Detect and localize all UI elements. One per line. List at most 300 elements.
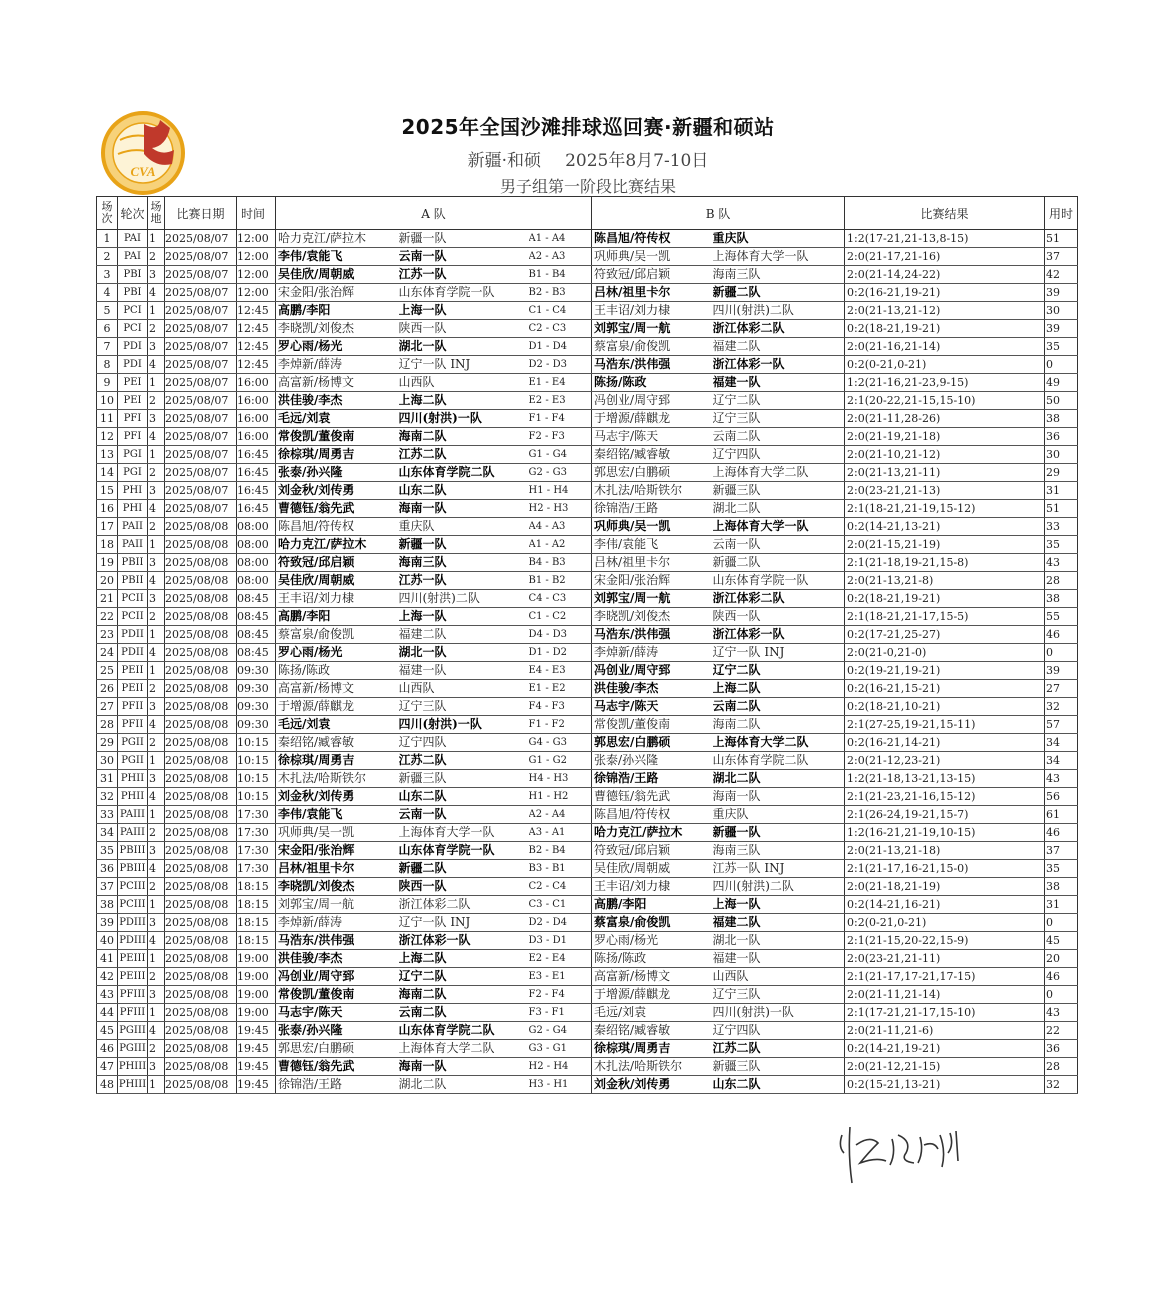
court: 1 bbox=[148, 1004, 165, 1022]
team-a-name: 四川(射洪)二队 bbox=[399, 590, 529, 608]
team-b-players: 李焯新/薛涛 bbox=[592, 644, 713, 662]
team-b-name: 新疆一队 bbox=[713, 824, 845, 842]
duration: 36 bbox=[1045, 428, 1078, 446]
result: 2:0(21-12,23-21) bbox=[845, 752, 1045, 770]
matchup: F1 - F2 bbox=[529, 716, 592, 734]
table-row bbox=[97, 680, 1078, 698]
team-a-players: 哈力克江/萨拉木 bbox=[276, 536, 399, 554]
date: 2025/08/08 bbox=[165, 932, 237, 950]
result: 2:0(21-12,21-15) bbox=[845, 1058, 1045, 1076]
team-a-players: 宋金阳/张治辉 bbox=[276, 284, 399, 302]
team-b-name: 山东二队 bbox=[713, 1076, 845, 1094]
date: 2025/08/07 bbox=[165, 302, 237, 320]
team-b-name: 湖北二队 bbox=[713, 770, 845, 788]
duration: 38 bbox=[1045, 878, 1078, 896]
result: 2:0(21-13,21-11) bbox=[845, 464, 1045, 482]
time: 19:45 bbox=[237, 1040, 276, 1058]
date: 2025/08/07 bbox=[165, 464, 237, 482]
result: 2:1(18-21,21-17,15-5) bbox=[845, 608, 1045, 626]
team-b-name: 上海体育大学一队 bbox=[713, 248, 845, 266]
date: 2025/08/07 bbox=[165, 500, 237, 518]
team-a-name: 福建一队 bbox=[399, 662, 529, 680]
result: 0:2(17-21,25-27) bbox=[845, 626, 1045, 644]
result: 2:0(23-21,21-13) bbox=[845, 482, 1045, 500]
team-b-name: 上海体育大学二队 bbox=[713, 464, 845, 482]
team-b-name: 云南一队 bbox=[713, 536, 845, 554]
result: 0:2(0-21,0-21) bbox=[845, 356, 1045, 374]
match-no: 44 bbox=[97, 1004, 118, 1022]
match-no: 13 bbox=[97, 446, 118, 464]
duration: 46 bbox=[1045, 824, 1078, 842]
team-b-players: 符致冠/邱启颖 bbox=[592, 266, 713, 284]
table-row bbox=[97, 1040, 1078, 1058]
matchup: F1 - F4 bbox=[529, 410, 592, 428]
table-row bbox=[97, 500, 1078, 518]
team-a-name: 山东体育学院二队 bbox=[399, 464, 529, 482]
matchup: H2 - H3 bbox=[529, 500, 592, 518]
result: 0:2(15-21,13-21) bbox=[845, 1076, 1045, 1094]
team-b-players: 吕林/祖里卡尔 bbox=[592, 284, 713, 302]
team-a-players: 冯创业/周守郅 bbox=[276, 968, 399, 986]
table-row bbox=[97, 338, 1078, 356]
round: PFII bbox=[118, 716, 148, 734]
table-row bbox=[97, 788, 1078, 806]
team-b-players: 徐锦浩/王路 bbox=[592, 500, 713, 518]
matchup: E3 - E1 bbox=[529, 968, 592, 986]
team-b-players: 陈扬/陈政 bbox=[592, 950, 713, 968]
matchup: E1 - E4 bbox=[529, 374, 592, 392]
team-b-players: 吴佳欣/周朝威 bbox=[592, 860, 713, 878]
date: 2025/08/08 bbox=[165, 536, 237, 554]
matchup: C4 - C3 bbox=[529, 590, 592, 608]
matchup: F2 - F3 bbox=[529, 428, 592, 446]
team-a-players: 刘金秋/刘传勇 bbox=[276, 482, 399, 500]
result: 2:0(21-11,21-6) bbox=[845, 1022, 1045, 1040]
table-row bbox=[97, 986, 1078, 1004]
round: PBII bbox=[118, 554, 148, 572]
court: 4 bbox=[148, 500, 165, 518]
match-no: 37 bbox=[97, 878, 118, 896]
team-a-players: 陈昌旭/符传权 bbox=[276, 518, 399, 536]
team-b-name: 福建二队 bbox=[713, 914, 845, 932]
table-row bbox=[97, 662, 1078, 680]
table-row bbox=[97, 1058, 1078, 1076]
court: 1 bbox=[148, 662, 165, 680]
court: 1 bbox=[148, 626, 165, 644]
result: 1:2(21-16,21-23,9-15) bbox=[845, 374, 1045, 392]
court: 2 bbox=[148, 518, 165, 536]
team-a-players: 吴佳欣/周朝威 bbox=[276, 572, 399, 590]
matchup: C1 - C2 bbox=[529, 608, 592, 626]
team-b-name: 浙江体彩一队 bbox=[713, 356, 845, 374]
match-no: 7 bbox=[97, 338, 118, 356]
time: 19:00 bbox=[237, 986, 276, 1004]
round: PCII bbox=[118, 590, 148, 608]
match-no: 40 bbox=[97, 932, 118, 950]
team-b-name: 新疆二队 bbox=[713, 284, 845, 302]
match-no: 9 bbox=[97, 374, 118, 392]
time: 12:00 bbox=[237, 284, 276, 302]
round: PGI bbox=[118, 446, 148, 464]
table-row bbox=[97, 806, 1078, 824]
table-row bbox=[97, 356, 1078, 374]
match-no: 34 bbox=[97, 824, 118, 842]
matchup: G2 - G4 bbox=[529, 1022, 592, 1040]
time: 19:00 bbox=[237, 968, 276, 986]
team-a-players: 李焯新/薛涛 bbox=[276, 356, 399, 374]
match-no: 2 bbox=[97, 248, 118, 266]
time: 08:45 bbox=[237, 644, 276, 662]
matchup: F3 - F1 bbox=[529, 1004, 592, 1022]
team-a-players: 吴佳欣/周朝威 bbox=[276, 266, 399, 284]
team-b-players: 于增源/薛麒龙 bbox=[592, 410, 713, 428]
duration: 30 bbox=[1045, 302, 1078, 320]
date: 2025/08/07 bbox=[165, 374, 237, 392]
court: 3 bbox=[148, 338, 165, 356]
duration: 28 bbox=[1045, 1058, 1078, 1076]
date: 2025/08/07 bbox=[165, 338, 237, 356]
duration: 29 bbox=[1045, 464, 1078, 482]
round: PDIII bbox=[118, 932, 148, 950]
time: 09:30 bbox=[237, 716, 276, 734]
result: 0:2(14-21,16-21) bbox=[845, 896, 1045, 914]
result: 2:0(23-21,21-11) bbox=[845, 950, 1045, 968]
team-b-name: 山东体育学院二队 bbox=[713, 752, 845, 770]
date: 2025/08/08 bbox=[165, 518, 237, 536]
round: PFIII bbox=[118, 1004, 148, 1022]
team-a-players: 李焯新/薛涛 bbox=[276, 914, 399, 932]
duration: 42 bbox=[1045, 266, 1078, 284]
duration: 51 bbox=[1045, 500, 1078, 518]
table-header bbox=[97, 197, 1078, 230]
round: PDII bbox=[118, 644, 148, 662]
team-b-name: 辽宁四队 bbox=[713, 1022, 845, 1040]
table-row bbox=[97, 446, 1078, 464]
results-table bbox=[96, 196, 1078, 1094]
date: 2025/08/08 bbox=[165, 788, 237, 806]
team-b-name: 福建二队 bbox=[713, 338, 845, 356]
duration: 30 bbox=[1045, 446, 1078, 464]
matchup: E2 - E4 bbox=[529, 950, 592, 968]
result: 2:0(21-11,21-14) bbox=[845, 986, 1045, 1004]
team-a-players: 李伟/袁能飞 bbox=[276, 248, 399, 266]
match-no: 10 bbox=[97, 392, 118, 410]
date: 2025/08/08 bbox=[165, 950, 237, 968]
team-b-name: 海南一队 bbox=[713, 788, 845, 806]
duration: 56 bbox=[1045, 788, 1078, 806]
team-a-name: 四川(射洪)一队 bbox=[399, 410, 529, 428]
duration: 0 bbox=[1045, 914, 1078, 932]
team-b-players: 哈力克江/萨拉木 bbox=[592, 824, 713, 842]
round: PHII bbox=[118, 770, 148, 788]
table-row bbox=[97, 464, 1078, 482]
team-a-players: 高鹏/李阳 bbox=[276, 608, 399, 626]
team-a-name: 新疆一队 bbox=[399, 230, 529, 248]
matchup: D1 - D2 bbox=[529, 644, 592, 662]
court: 2 bbox=[148, 968, 165, 986]
header-date: 比赛日期 bbox=[165, 197, 237, 230]
team-b-players: 刘郭宝/周一航 bbox=[592, 590, 713, 608]
round: PCI bbox=[118, 302, 148, 320]
team-a-name: 浙江体彩二队 bbox=[399, 896, 529, 914]
time: 10:15 bbox=[237, 734, 276, 752]
team-a-name: 上海二队 bbox=[399, 392, 529, 410]
table-row bbox=[97, 860, 1078, 878]
result: 0:2(14-21,13-21) bbox=[845, 518, 1045, 536]
table-row bbox=[97, 626, 1078, 644]
court: 1 bbox=[148, 752, 165, 770]
team-a-players: 徐棕琪/周勇吉 bbox=[276, 752, 399, 770]
match-no: 38 bbox=[97, 896, 118, 914]
time: 19:45 bbox=[237, 1058, 276, 1076]
team-b-name: 新疆三队 bbox=[713, 1058, 845, 1076]
team-b-name: 四川(射洪)二队 bbox=[713, 302, 845, 320]
matchup: G3 - G1 bbox=[529, 1040, 592, 1058]
matchup: B2 - B3 bbox=[529, 284, 592, 302]
team-a-name: 上海二队 bbox=[399, 950, 529, 968]
court: 3 bbox=[148, 842, 165, 860]
team-a-name: 四川(射洪)一队 bbox=[399, 716, 529, 734]
team-b-players: 陈扬/陈政 bbox=[592, 374, 713, 392]
team-b-players: 巩师典/吴一凯 bbox=[592, 518, 713, 536]
team-a-name: 辽宁四队 bbox=[399, 734, 529, 752]
result: 2:0(21-0,21-0) bbox=[845, 644, 1045, 662]
table-row bbox=[97, 536, 1078, 554]
round: PBI bbox=[118, 266, 148, 284]
matchup: E1 - E2 bbox=[529, 680, 592, 698]
team-a-players: 吕林/祖里卡尔 bbox=[276, 860, 399, 878]
team-a-players: 徐棕琪/周勇吉 bbox=[276, 446, 399, 464]
match-no: 18 bbox=[97, 536, 118, 554]
round: PHIII bbox=[118, 1076, 148, 1094]
match-no: 47 bbox=[97, 1058, 118, 1076]
team-a-name: 江苏二队 bbox=[399, 446, 529, 464]
team-a-players: 宋金阳/张治辉 bbox=[276, 842, 399, 860]
team-a-players: 罗心雨/杨光 bbox=[276, 338, 399, 356]
court: 3 bbox=[148, 554, 165, 572]
duration: 37 bbox=[1045, 842, 1078, 860]
match-no: 25 bbox=[97, 662, 118, 680]
team-b-name: 海南二队 bbox=[713, 716, 845, 734]
team-b-players: 郭思宏/白鹏硕 bbox=[592, 464, 713, 482]
team-a-players: 秦绍铭/臧睿敏 bbox=[276, 734, 399, 752]
duration: 49 bbox=[1045, 374, 1078, 392]
team-a-name: 海南一队 bbox=[399, 1058, 529, 1076]
team-a-players: 张泰/孙兴隆 bbox=[276, 464, 399, 482]
time: 08:45 bbox=[237, 590, 276, 608]
date: 2025/08/07 bbox=[165, 248, 237, 266]
team-b-name: 辽宁四队 bbox=[713, 446, 845, 464]
team-a-players: 洪佳骏/李杰 bbox=[276, 392, 399, 410]
duration: 46 bbox=[1045, 626, 1078, 644]
time: 18:15 bbox=[237, 914, 276, 932]
header-result: 比赛结果 bbox=[845, 197, 1045, 230]
team-b-players: 木扎法/哈斯铁尔 bbox=[592, 482, 713, 500]
result: 2:1(27-25,19-21,15-11) bbox=[845, 716, 1045, 734]
date: 2025/08/07 bbox=[165, 230, 237, 248]
time: 18:15 bbox=[237, 878, 276, 896]
team-a-players: 曹德钰/翁先武 bbox=[276, 500, 399, 518]
round: PEI bbox=[118, 374, 148, 392]
team-b-players: 毛远/刘袁 bbox=[592, 1004, 713, 1022]
matchup: D4 - D3 bbox=[529, 626, 592, 644]
round: PCIII bbox=[118, 896, 148, 914]
time: 18:15 bbox=[237, 932, 276, 950]
team-b-players: 蔡富泉/俞俊凯 bbox=[592, 914, 713, 932]
date: 2025/08/08 bbox=[165, 734, 237, 752]
time: 08:00 bbox=[237, 536, 276, 554]
court: 3 bbox=[148, 266, 165, 284]
team-a-name: 海南三队 bbox=[399, 554, 529, 572]
duration: 22 bbox=[1045, 1022, 1078, 1040]
team-a-players: 王丰诏/刘力棣 bbox=[276, 590, 399, 608]
matchup: H2 - H4 bbox=[529, 1058, 592, 1076]
duration: 34 bbox=[1045, 734, 1078, 752]
time: 16:00 bbox=[237, 374, 276, 392]
team-a-players: 巩师典/吴一凯 bbox=[276, 824, 399, 842]
result: 0:2(18-21,19-21) bbox=[845, 320, 1045, 338]
matchup: B1 - B4 bbox=[529, 266, 592, 284]
matchup: A2 - A3 bbox=[529, 248, 592, 266]
result: 2:0(21-17,21-16) bbox=[845, 248, 1045, 266]
table-row bbox=[97, 896, 1078, 914]
duration: 32 bbox=[1045, 698, 1078, 716]
round: PHI bbox=[118, 482, 148, 500]
court: 2 bbox=[148, 320, 165, 338]
date: 2025/08/07 bbox=[165, 410, 237, 428]
team-a-name: 湖北二队 bbox=[399, 1076, 529, 1094]
team-a-players: 罗心雨/杨光 bbox=[276, 644, 399, 662]
court: 2 bbox=[148, 680, 165, 698]
team-b-players: 王丰诏/刘力棣 bbox=[592, 878, 713, 896]
court: 2 bbox=[148, 608, 165, 626]
team-b-players: 李晓凯/刘俊杰 bbox=[592, 608, 713, 626]
page-title: 2025年全国沙滩排球巡回赛·新疆和硕站 bbox=[401, 115, 775, 139]
matchup: G4 - G3 bbox=[529, 734, 592, 752]
logo-text: CVA bbox=[130, 164, 156, 179]
team-b-players: 马志宇/陈天 bbox=[592, 698, 713, 716]
matchup: E4 - E3 bbox=[529, 662, 592, 680]
referee-signature bbox=[820, 1105, 980, 1195]
court: 1 bbox=[148, 896, 165, 914]
team-a-name: 海南二队 bbox=[399, 428, 529, 446]
result: 2:1(21-18,19-21,15-8) bbox=[845, 554, 1045, 572]
date: 2025/08/08 bbox=[165, 860, 237, 878]
date: 2025/08/08 bbox=[165, 644, 237, 662]
team-a-name: 云南二队 bbox=[399, 1004, 529, 1022]
page-subtitle: 男子组第一阶段比赛结果 bbox=[499, 177, 676, 196]
team-b-players: 于增源/薛麒龙 bbox=[592, 986, 713, 1004]
match-no: 17 bbox=[97, 518, 118, 536]
team-b-players: 符致冠/邱启颖 bbox=[592, 842, 713, 860]
team-b-name: 海南三队 bbox=[713, 842, 845, 860]
team-b-name: 四川(射洪)一队 bbox=[713, 1004, 845, 1022]
table-row bbox=[97, 842, 1078, 860]
table-row bbox=[97, 482, 1078, 500]
team-b-players: 冯创业/周守郅 bbox=[592, 662, 713, 680]
round: PFI bbox=[118, 410, 148, 428]
duration: 34 bbox=[1045, 752, 1078, 770]
match-no: 19 bbox=[97, 554, 118, 572]
result: 2:0(21-13,21-18) bbox=[845, 842, 1045, 860]
date: 2025/08/07 bbox=[165, 446, 237, 464]
team-b-players: 曹德钰/翁先武 bbox=[592, 788, 713, 806]
match-no: 29 bbox=[97, 734, 118, 752]
date: 2025/08/08 bbox=[165, 968, 237, 986]
team-b-players: 张泰/孙兴隆 bbox=[592, 752, 713, 770]
round: PCII bbox=[118, 608, 148, 626]
duration: 45 bbox=[1045, 932, 1078, 950]
table-row bbox=[97, 1022, 1078, 1040]
team-b-players: 徐锦浩/王路 bbox=[592, 770, 713, 788]
date: 2025/08/08 bbox=[165, 806, 237, 824]
matchup: A1 - A4 bbox=[529, 230, 592, 248]
result: 2:1(21-17,16-21,15-0) bbox=[845, 860, 1045, 878]
team-a-name: 辽宁三队 bbox=[399, 698, 529, 716]
result: 0:2(18-21,10-21) bbox=[845, 698, 1045, 716]
matchup: F2 - F4 bbox=[529, 986, 592, 1004]
team-a-name: 重庆队 bbox=[399, 518, 529, 536]
result: 0:2(19-21,19-21) bbox=[845, 662, 1045, 680]
matchup: B1 - B2 bbox=[529, 572, 592, 590]
team-b-players: 马志宇/陈天 bbox=[592, 428, 713, 446]
team-a-players: 常俊凯/董俊南 bbox=[276, 986, 399, 1004]
matchup: D2 - D3 bbox=[529, 356, 592, 374]
match-no: 43 bbox=[97, 986, 118, 1004]
date: 2025/08/07 bbox=[165, 284, 237, 302]
team-a-players: 高富新/杨博文 bbox=[276, 374, 399, 392]
time: 08:00 bbox=[237, 518, 276, 536]
result: 2:1(21-17,17-21,17-15) bbox=[845, 968, 1045, 986]
team-b-players: 蔡富泉/俞俊凯 bbox=[592, 338, 713, 356]
result: 0:2(16-21,19-21) bbox=[845, 284, 1045, 302]
time: 16:00 bbox=[237, 428, 276, 446]
team-a-players: 蔡富泉/俞俊凯 bbox=[276, 626, 399, 644]
time: 17:30 bbox=[237, 842, 276, 860]
team-a-name: 江苏二队 bbox=[399, 752, 529, 770]
team-a-name: 湖北一队 bbox=[399, 644, 529, 662]
team-a-players: 马志宇/陈天 bbox=[276, 1004, 399, 1022]
table-row bbox=[97, 878, 1078, 896]
team-a-name: 海南一队 bbox=[399, 500, 529, 518]
header-time: 时间 bbox=[237, 197, 276, 230]
round: PDI bbox=[118, 356, 148, 374]
date: 2025/08/08 bbox=[165, 896, 237, 914]
team-a-name: 海南二队 bbox=[399, 986, 529, 1004]
matchup: A4 - A3 bbox=[529, 518, 592, 536]
team-b-players: 宋金阳/张治辉 bbox=[592, 572, 713, 590]
round: PEII bbox=[118, 680, 148, 698]
duration: 55 bbox=[1045, 608, 1078, 626]
result: 2:1(18-21,21-19,15-12) bbox=[845, 500, 1045, 518]
court: 2 bbox=[148, 824, 165, 842]
header-round: 轮次 bbox=[118, 197, 148, 230]
date: 2025/08/08 bbox=[165, 1022, 237, 1040]
duration: 35 bbox=[1045, 536, 1078, 554]
time: 16:45 bbox=[237, 500, 276, 518]
team-b-name: 浙江体彩二队 bbox=[713, 320, 845, 338]
time: 12:45 bbox=[237, 302, 276, 320]
court: 4 bbox=[148, 284, 165, 302]
team-a-name: 上海一队 bbox=[399, 608, 529, 626]
time: 12:00 bbox=[237, 230, 276, 248]
court: 4 bbox=[148, 572, 165, 590]
date: 2025/08/08 bbox=[165, 1076, 237, 1094]
table-row bbox=[97, 266, 1078, 284]
match-no: 12 bbox=[97, 428, 118, 446]
match-no: 35 bbox=[97, 842, 118, 860]
date: 2025/08/07 bbox=[165, 482, 237, 500]
